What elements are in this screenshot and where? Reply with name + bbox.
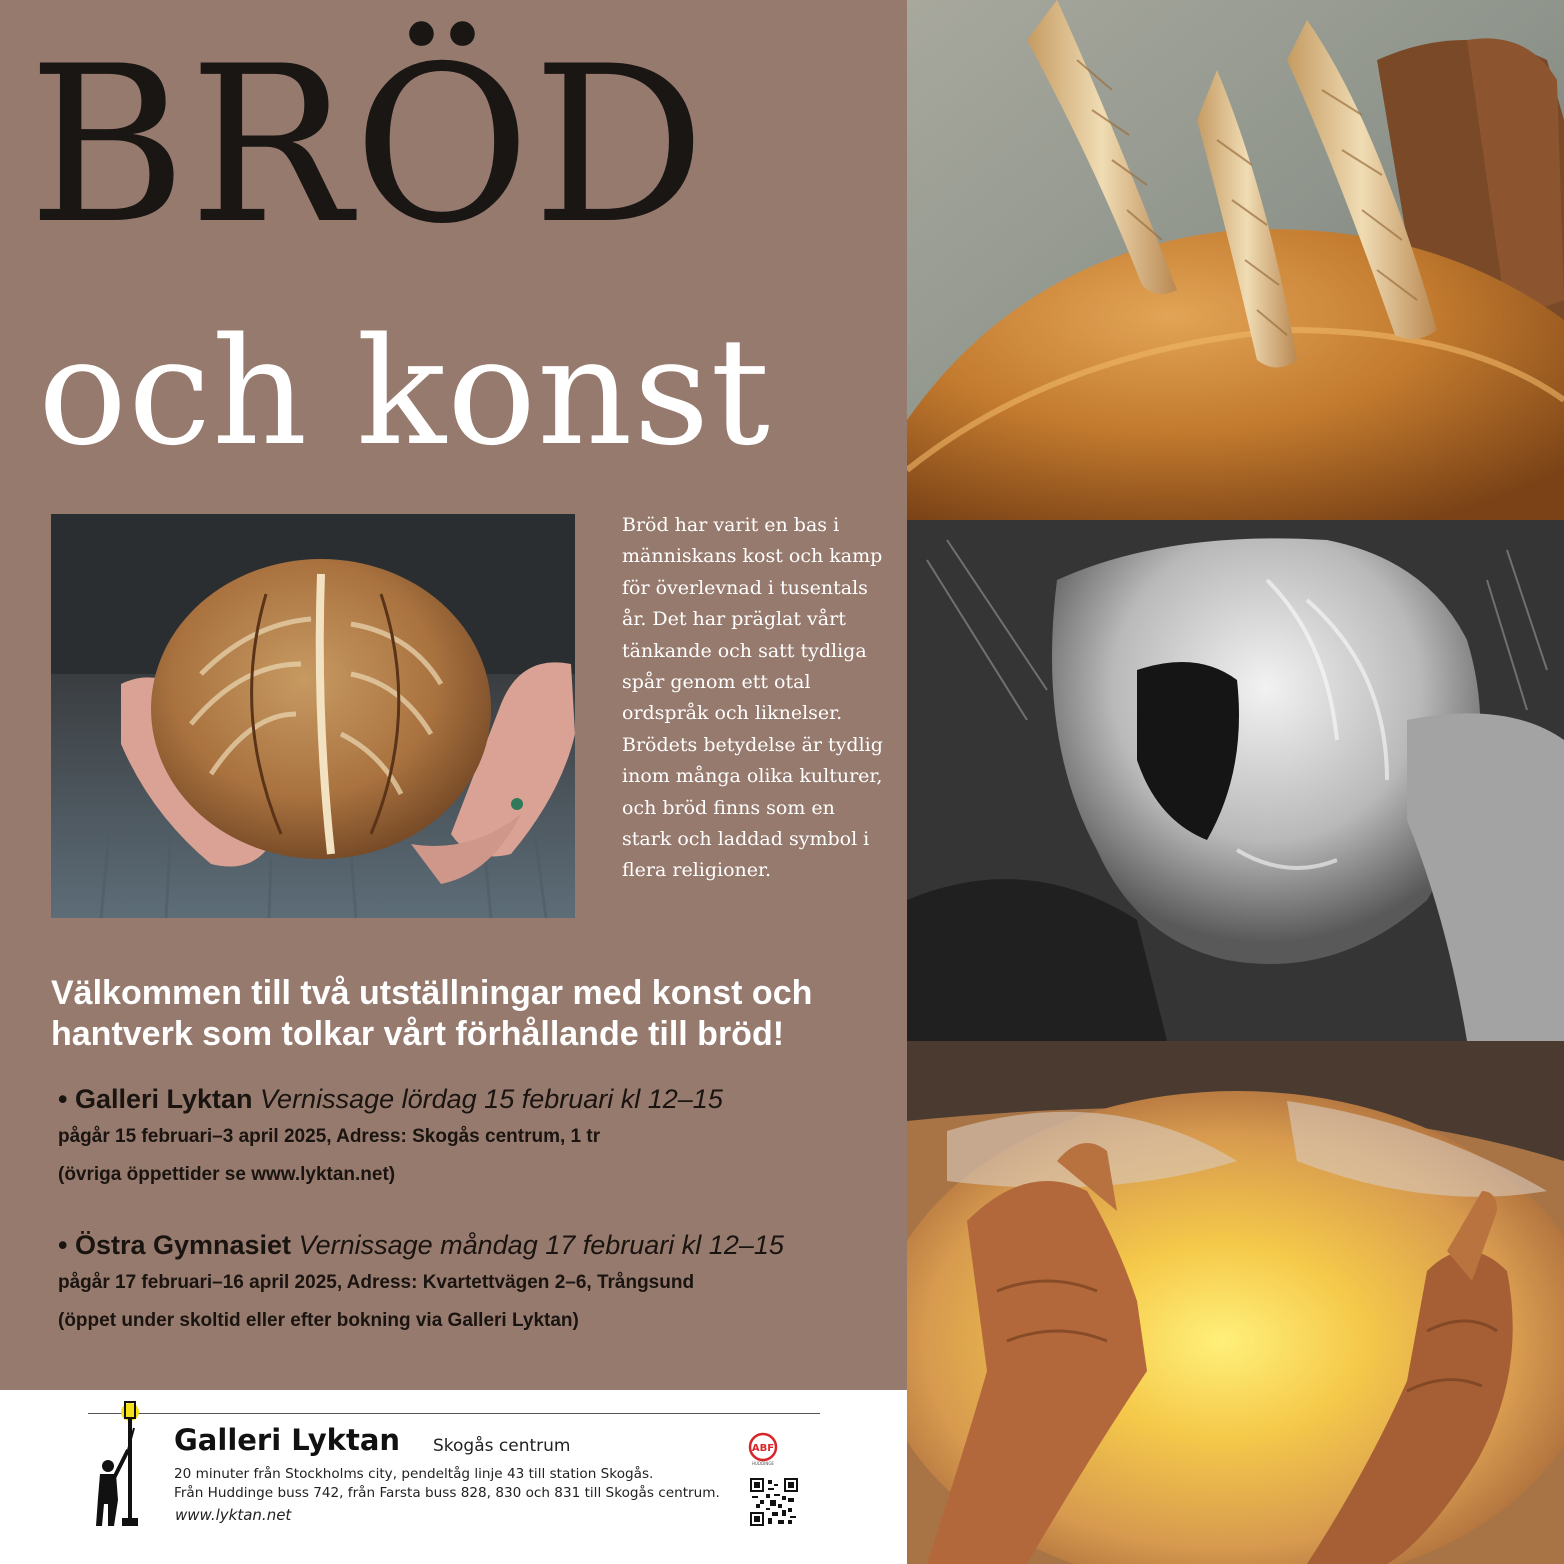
exhibition-galleri-lyktan <box>58 1082 898 1194</box>
exhibition-ostra-gymnasiet <box>58 1228 898 1340</box>
exhibition-name: • Galleri Lyktan <box>58 1084 253 1114</box>
abf-sublabel: HUDDINGE <box>752 1461 774 1466</box>
directions-line-2: Från Huddinge buss 742, från Farsta buss 828, 830 och 831 till Skogås centrum. <box>174 1485 720 1501</box>
footer-divider <box>88 1413 820 1414</box>
footer-directions <box>174 1465 720 1503</box>
painting-wheat-ears <box>907 0 1564 520</box>
exhibition-note: (övriga öppettider se www.lyktan.net) <box>58 1164 396 1185</box>
painting-kneading-hands <box>907 1041 1564 1564</box>
qr-code-icon[interactable] <box>750 1478 798 1526</box>
exhibition-vernissage: Vernissage lördag 15 februari kl 12–15 <box>260 1084 723 1114</box>
painting-charcoal-cloth <box>907 520 1564 1041</box>
abf-logo-icon <box>746 1432 780 1466</box>
exhibition-details: pågår 17 februari–16 april 2025, Adress: Kvartettvägen 2–6, Trångsund <box>58 1272 695 1293</box>
intro-text: Bröd har varit en bas i människans kost och kamp för överlevnad i tusentals år. Det har präglat vårt tänkande och satt tydliga spår genom ett otal ordspråk och liknelser. Brödets betydelse är tydlig inom många olika kulturer, och bröd finns som en stark och laddad symbol i flera religioner. <box>622 514 883 882</box>
title-sub: och konst <box>38 306 771 478</box>
footer-location: Skogås centrum <box>433 1436 571 1456</box>
exhibition-details: pågår 15 februari–3 april 2025, Adress: Skogås centrum, 1 tr <box>58 1126 601 1147</box>
footer-gallery-name: Galleri Lyktan <box>174 1423 401 1457</box>
exhibition-vernissage: Vernissage måndag 17 februari kl 12–15 <box>298 1230 784 1260</box>
lamp-logo-icon <box>88 1398 154 1528</box>
abf-label: ABF <box>751 1443 775 1454</box>
exhibition-note: (öppet under skoltid eller efter bokning via Galleri Lyktan) <box>58 1310 579 1331</box>
exhibition-name: • Östra Gymnasiet <box>58 1230 292 1260</box>
directions-line-1: 20 minuter från Stockholms city, pendeltåg linje 43 till station Skogås. <box>174 1466 654 1482</box>
welcome-heading: Välkommen till två utställningar med konst och hantverk som tolkar vårt förhållande till bröd! <box>51 974 813 1053</box>
bread-photo <box>51 514 575 918</box>
title-main: BRÖD <box>28 20 708 271</box>
footer-website-link[interactable]: www.lyktan.net <box>175 1506 292 1524</box>
